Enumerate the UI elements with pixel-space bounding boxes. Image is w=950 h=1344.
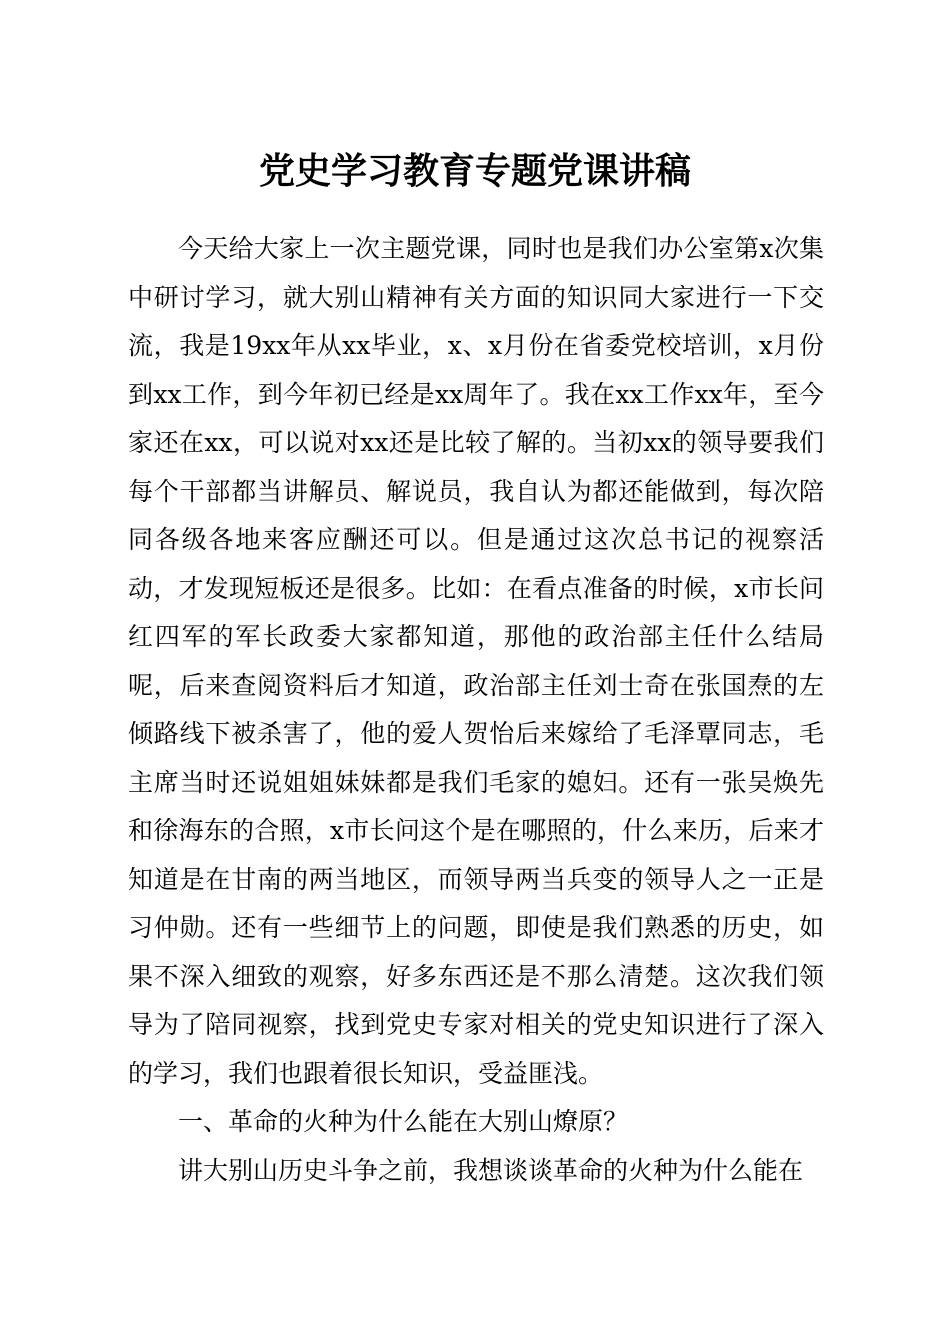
document-body bbox=[128, 225, 824, 1195]
section-heading-1: 一、革命的火种为什么能在大别山燎原？ bbox=[178, 1107, 629, 1136]
document-title: 党史学习教育专题党课讲稿 bbox=[258, 150, 691, 192]
body-paragraph-section-1: 讲大别山历史斗争之前，我想谈谈革命的火种为什么能在 bbox=[178, 1155, 804, 1185]
body-paragraph-intro: 今天给大家上一次主题党课，同时也是我们办公室第x次集中研讨学习，就大别山精神有关方面的知识同大家进行一下交流，我是19xx年从xx毕业，x、x月份在省委党校培训，x月份到xx工作，到今年初已经是xx周年了。我在xx工作xx年，至今家还在xx，可以说对xx还是比较了解的。当初xx的领导要我们每个干部都当讲解员、解说员，我自认为都还能做到，每次陪同各级各地来客应酬还可以。但是通过这次总书记的视察活动，才发现短板还是很多。比如：在看点准备的时候，x市长问红四军的军长政委大家都知道，那他的政治部主任什么结局呢，后来查阅资料后才知道，政治部主任刘士奇在张国焘的左倾路线下被杀害了，他的爱人贺怡后来嫁给了毛泽覃同志，毛主席当时还说姐姐妹妹都是我们毛家的媳妇。还有一张吴焕先和徐海东的合照，x市长问这个是在哪照的，什么来历，后来才知道是在甘南的两当地区，而领导两当兵变的领导人之一正是习仲勋。还有一些细节上的问题，即使是我们熟悉的历史，如果不深入细致的观察，好多东西还是不那么清楚。这次我们领导为了陪同视察，找到党史专家对相关的党史知识进行了深入的学习，我们也跟着很长知识，受益匪浅。 bbox=[128, 234, 824, 1088]
